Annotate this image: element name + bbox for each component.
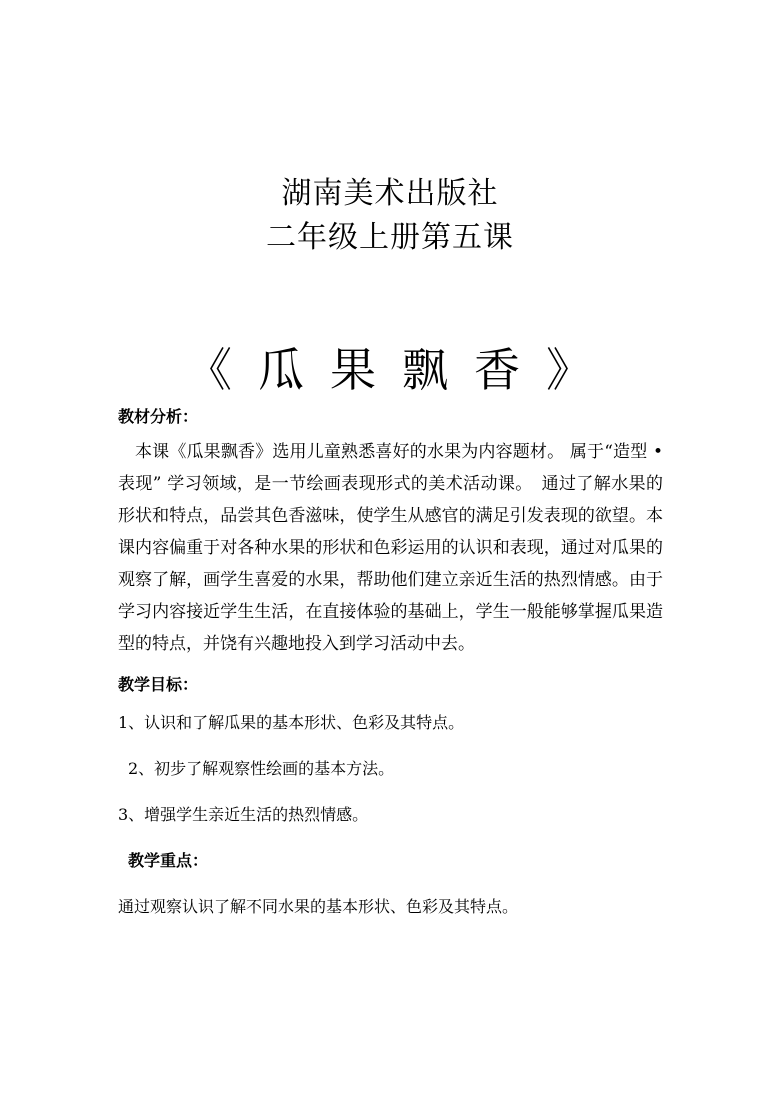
grade-lesson: 二年级上册第五课	[266, 220, 514, 255]
analysis-heading: 教材分析：	[118, 407, 199, 426]
title-char: 飘	[402, 343, 450, 397]
goal-item: 1、认识和了解瓜果的基本形状、色彩及其特点。	[118, 713, 465, 732]
analysis-paragraph: 本课《瓜果飘香》选用儿童熟悉喜好的水果为内容题材。 属于“造型 • 表现” 学习领域，是一节绘画表现形式的美术活动课。 通过了解水果的形状和特点，品尝其色香滋味，使学生从感官的满足引发表现的欲望。本课内容偏重于对各种水果的形状和色彩运用的认识和表现，通过对瓜果的观察了解，画学生喜爱的水果，帮助他们建立亲近生活的热烈情感。由于学习内容接近学生生活，在直接体验的基础上，学生一般能够掌握瓜果造型的特点，并饶有兴趣地投入到学习活动中去。	[118, 442, 663, 654]
goals-heading: 教学目标：	[118, 675, 199, 694]
title-char: 果	[330, 343, 378, 397]
goal-item: 3、增强学生亲近生活的热烈情感。	[118, 805, 369, 824]
goal-item: 2、初步了解观察性绘画的基本方法。	[128, 759, 395, 778]
document-body	[118, 406, 663, 918]
title-char: 瓜	[258, 343, 306, 397]
focus-heading: 教学重点：	[128, 851, 209, 870]
title-open-mark: 《	[186, 343, 234, 397]
publisher-name: 湖南美术出版社	[281, 176, 499, 211]
focus-text: 通过观察认识了解不同水果的基本形状、色彩及其特点。	[118, 897, 519, 916]
title-char: 香	[474, 343, 522, 397]
title-close-mark: 》	[546, 343, 594, 397]
lesson-title	[0, 340, 780, 400]
